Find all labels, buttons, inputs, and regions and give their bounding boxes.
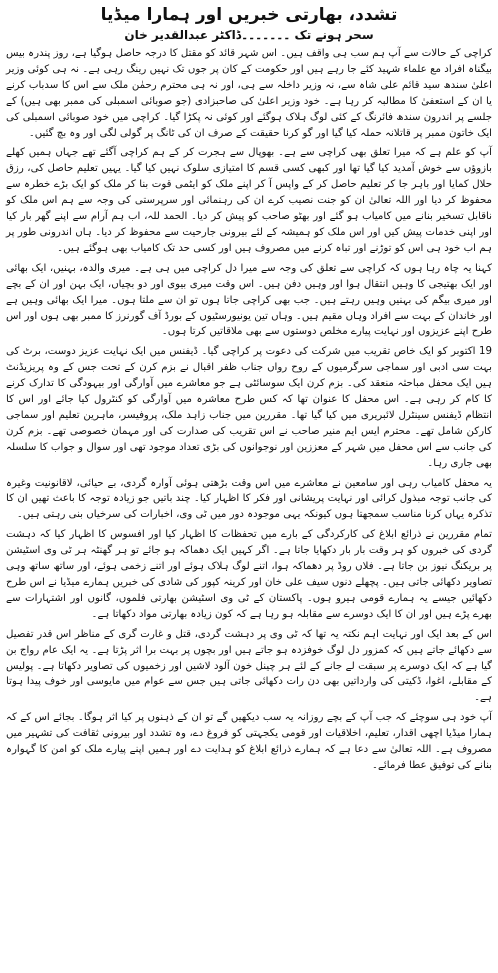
paragraph: 19 اکتوبر کو ایک خاص تقریب میں شرکت کی دعوت پر کراچی گیا۔ ڈیفنس میں ایک نہایت عزیز دوست، برٹ کی بہت سی ادبی اور سماجی سرگرمیوں کے روح رواں جناب ظفر اقبال نے بزم کرن کے تحت جس کے وہ پریزیڈنٹ ہیں ایک محفل مباحثہ منعقد کی۔ بزم کرن ایک سوسائٹی ہے جو معاشرے میں آوارگی اور بیہودگی کا تدارک کرنے کا کام کر رہی ہے۔ اس محفل کا عنوان تھا کہ کس طرح معاشرہ میں آوارگی کو کنٹرول کیا جائے اور اس کا انتظام ڈیفنس سینٹرل لائبریری میں کیا گیا تھا۔ مقررین میں جناب زاہد ملک، پروفیسر، ماہرین تعلیم اور سماجی کارکن شامل تھے۔ محترم ایس ایم منیر صاحب نے اس تقریب کی صدارت کی اور مہمان خصوصی تھے۔ بزم کرن کی جانب سے اس محفل میں شہر کے معززین اور نوجوانوں کی بڑی تعداد موجود تھی اور سوال و جواب کا سلسلہ بھی جاری رہا۔ bbox=[6, 346, 492, 469]
paragraph: کہنا یہ چاہ رہا ہوں کہ کراچی سے تعلق کی وجہ سے میرا دل کراچی میں ہی ہے۔ میری والدہ، بہنیں، ایک بھائی اور ایک بھتیجی کا وہیں انتقال ہوا اور وہیں دفن ہیں۔ اس وقت میری بیوی اور دو بچیاں، ایک بہن اور ان کے بچے اور میری بیگم کی بہنیں وہیں رہتے ہیں۔ جب بھی کراچی جاتا ہوں تو ان سے ملتا ہوں۔ میرا ایک بھائی وہیں ہے اور خاندان کے بہت سے افراد وہاں مقیم ہیں۔ وہاں تین یونیورسٹیوں کے بورڈ آف گورنرز کا ممبر بھی ہوں اور اس طرح اپنے عزیزوں اور نہایت پیارے مخلص دوستوں سے بھی ملاقاتیں کرتا ہوں۔ bbox=[6, 262, 492, 338]
paragraph: آپ کو علم ہے کہ میرا تعلق بھی کراچی سے ہے۔ بھوپال سے ہجرت کر کے ہم کراچی آگئے تھے جہاں ہمیں کھلے بازوؤں سے خوش آمدید کیا گیا تھا اور کبھی کسی قسم کا امتیازی سلوک نہیں کیا گیا۔ یہیں تعلیم حاصل کی، رزق حلال کمایا اور باہر جا کر تعلیم حاصل کر کے واپس آ کر اپنے ملک کو ایٹمی قوت بنا کر ملک کو ایک بڑے خطرہ سے محفوظ کر دیا اور اللہ تعالیٰ ان کو جنت نصیب کرے ان کی رہنمائی اور سرپرستی کی وجہ سے ہم اس ملک کو ناقابل تسخیر بنانے میں کامیاب ہو گئے اور بھٹو صاحب کو پیش کر دیا۔ الحمد للہ، اب ہم آرام سے اپنے گھر بار کیا اور اپنی خدمات پیش کیں اور اس ملک کو ہمیشہ کے لئے بیرونی جارحیت سے محفوظ کر دیا۔ ہاں اندرونی طور پر ہم اب خود ہی اس کو توڑنے اور تباہ کرنے میں مصروف ہیں اور کسی حد تک کامیاب بھی ہوگئے ہیں۔ bbox=[6, 147, 492, 254]
paragraph: آپ خود ہی سوچئے کہ جب آپ کے بچے روزانہ یہ سب دیکھیں گے تو ان کے ذہنوں پر کیا اثر ہوگا۔ بجائے اس کے کہ ہمارا میڈیا اچھی اقدار، تعلیم، اخلاقیات اور قومی یکجہتی کو فروغ دے، وہ تشدد اور بیرونی ثقافت کی تشہیر میں مصروف ہے۔ اللہ تعالیٰ سے دعا ہے کہ ہمارے ذرائع ابلاغ کو ہدایت دے اور ہمیں اپنے پیارے ملک کو امن کا گہوارہ بنانے کی توفیق عطا فرمائے۔ bbox=[6, 712, 492, 771]
paragraph: تمام مقررین نے ذرائع ابلاغ کی کارکردگی کے بارے میں تحفظات کا اظہار کیا اور افسوس کا اظہار کیا کہ دہشت گردی کی خبروں کو ہر وقت بار بار دکھایا جاتا ہے۔ اگر کہیں ایک دھماکہ ہو جائے تو ہر گھنٹہ ہر ٹی وی اسٹیشن پر بریکنگ نیوز بن جاتا ہے۔ فلاں روڈ پر دھماکہ ہوا، اتنے لوگ ہلاک ہوئے اور اتنے زخمی ہوئے، اور ساتھ ساتھ وہی تصاویر دکھائی جاتی ہیں۔ پچھلے دنوں سیف علی خان اور کرینہ کپور کی شادی کی خبریں ہمارے میڈیا نے اس طرح دکھائیں جیسے یہ ہمارے قومی ہیرو ہوں۔ پاکستان کے ٹی وی اسٹیشن بھارتی فلموں، گانوں اور اشتہارات سے بھرے پڑے ہیں اور ان کا ایک دوسرے سے مقابلہ ہو رہا ہے کہ کون زیادہ بھارتی مواد دکھاتا ہے۔ bbox=[6, 529, 492, 620]
article-body bbox=[6, 46, 492, 774]
article-title: تشدد، بھارتی خبریں اور ہمارا میڈیا bbox=[100, 5, 398, 25]
paragraph: اس کے بعد ایک اور نہایت اہم نکتہ یہ تھا کہ ٹی وی پر دہشت گردی، قتل و غارت گری کے مناظر اس قدر تفصیل سے دکھائے جاتے ہیں کہ کمزور دل لوگ خوفزدہ ہو جاتے ہیں اور بچوں پر بہت برا اثر پڑتا ہے۔ یہ ایک عام رواج بن گیا ہے کہ ایک دوسرے پر سبقت لے جانے کے لئے ہر چینل خون آلود لاشیں اور زخمیوں کی تصاویر دکھاتا ہے۔ پولیس کے مقابلے، اغوا، ڈکیتی کی وارداتیں بھی دن رات دکھائی جاتی ہیں جس سے عوام میں مایوسی اور خوف پیدا ہوتا ہے۔ bbox=[6, 628, 492, 704]
paragraph: کراچی کے حالات سے آپ ہم سب ہی واقف ہیں۔ اس شہر قائد کو مقتل کا درجہ حاصل ہوگیا ہے، روز پندرہ بیس بیگناہ افراد مع علماء شہید کئے جا رہے ہیں اور حکومت کے کان پر جوں تک نہیں رینگ رہی ہے۔ نہ ہی کوئی وزیر اعلیٰ سندھ سید قائم علی شاہ سے، نہ وزیر داخلہ سے ہی، اور نہ ہی محترم رحمٰن ملک سے اس کا سدباب کرنے یا ان کے استعفیٰ کا مطالبہ کر رہا ہے۔ خود وزیر اعلیٰ کی صاحبزادی (جو صوبائی اسمبلی کی ممبر بھی ہیں) کے جلسے پر اندرون سندھ فائرنگ کے کئی لوگ ہلاک ہوگئے اور کوئی نہ پکڑا گیا۔ کراچی میں خود صوبائی اسمبلی کی ایک خاتون ممبر پر قاتلانہ حملہ کیا گیا اور گو کرنا حقیقت کے صرف ان کی ٹانگ پر گولی لگی اور وہ بچ گئیں۔ bbox=[6, 48, 492, 139]
article-byline: سحر ہونے تک ۔۔۔۔۔۔۔ڈاکٹر عبدالقدیر خان bbox=[124, 28, 374, 42]
paragraph: یہ محفل کامیاب رہی اور سامعین نے معاشرے میں اس وقت بڑھتی ہوئی آوارہ گردی، بے حیائی، لاقانونیت وغیرہ کی جانب توجہ مبذول کرائی اور نہایت پریشانی اور فکر کا اظہار کیا۔ چند باتیں جو زیادہ توجہ کا باعث تھیں ان کا تذکرہ یہاں کرنا مناسب سمجھتا ہوں کیونکہ یہی موجودہ دور میں ٹی وی، اخبارات کی سرخیاں بنی رہتی ہیں۔ bbox=[6, 477, 492, 521]
